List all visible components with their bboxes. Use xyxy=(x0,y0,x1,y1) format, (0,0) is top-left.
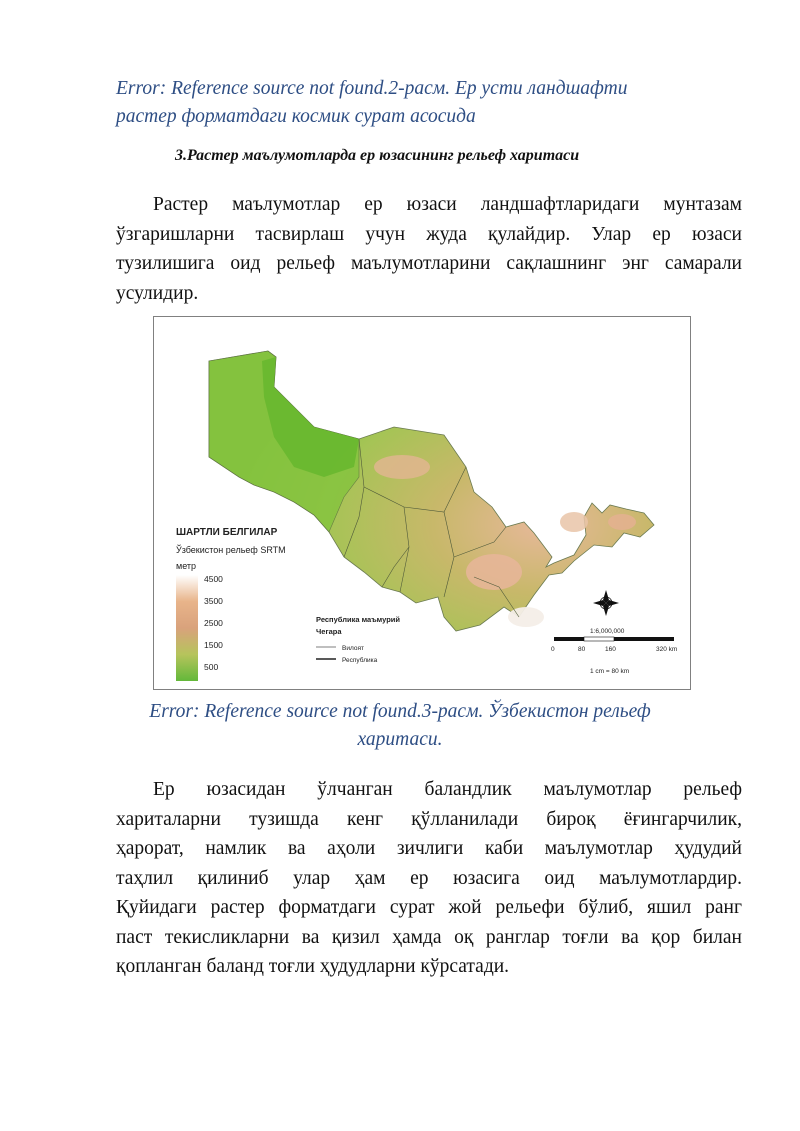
paragraph-line: таҳлил қилиниб улар ҳам ер юзасига оид маълумотлардир. xyxy=(116,867,742,889)
legend-title: ШАРТЛИ БЕЛГИЛАР xyxy=(176,527,278,538)
caption-error-text: Error: Reference source not found. xyxy=(116,78,389,99)
paragraph-line: хариталарни тузишда кенг қўлланилади бироқ ёғингарчилик, xyxy=(116,808,742,830)
caption-error-text: Error: Reference source not found. xyxy=(149,701,422,722)
caption-text: 2-расм. Ер усти ландшафти xyxy=(388,78,628,99)
section-heading: 3.Растер маълумотларда ер юзасининг рельеф харитаси xyxy=(175,147,580,164)
paragraph-line: Растер маълумотлар ер юзаси ландшафтларидаги мунтазам xyxy=(153,194,742,215)
scale-tick: 80 xyxy=(578,646,586,653)
legend-gradient-bar xyxy=(176,575,198,681)
scale-ratio: 1:6,000,000 xyxy=(590,628,625,635)
scale-tick: 160 xyxy=(605,646,616,653)
figure-caption-2 xyxy=(116,75,716,131)
caption-line xyxy=(116,698,684,726)
paragraph-1 xyxy=(116,190,742,308)
boundary-legend-item: Республика xyxy=(342,657,378,664)
legend-value: 2500 xyxy=(204,618,223,628)
paragraph-2 xyxy=(116,775,742,982)
paragraph-line: тузилишига оид рельеф маълумотларини сақлашнинг энг самарали xyxy=(116,253,742,274)
legend-value: 1500 xyxy=(204,640,223,650)
caption-line xyxy=(116,75,716,103)
legend-value: 4500 xyxy=(204,574,223,584)
paragraph-line: Ер юзасидан ўлчанган баландлик маълумотлар рельеф xyxy=(153,779,742,800)
paragraph-line: паст текисликларни ва қизил ҳамда оқ ранглар тоғли ва қор билан xyxy=(116,926,742,948)
legend-value: 3500 xyxy=(204,596,223,606)
caption-line: растер форматдаги космик сурат асосида xyxy=(116,106,476,127)
boundary-legend-subtitle: Чегара xyxy=(316,627,342,636)
scale-note: 1 cm = 80 km xyxy=(590,668,630,675)
scale-bar xyxy=(554,637,674,641)
caption-line: харитаси. xyxy=(357,729,443,750)
relief-map xyxy=(154,317,690,689)
scale-tick: 0 xyxy=(551,646,555,653)
paragraph-line: ҳарорат, намлик ва аҳоли зичлиги каби маълумотлар ҳудудий xyxy=(116,838,742,859)
paragraph-line: усулидир. xyxy=(116,282,199,304)
boundary-legend-title: Республика маъмурий xyxy=(316,615,401,624)
figure-caption-3 xyxy=(116,698,684,754)
legend-unit: метр xyxy=(176,561,197,571)
boundary-legend-item: Вилоят xyxy=(342,645,364,652)
paragraph-line: қопланган баланд тоғли ҳудудларни кўрсатади. xyxy=(116,956,510,977)
relief-map-figure xyxy=(153,316,691,690)
paragraph-line: ўзгаришларни тасвирлаш учун жуда қулайдир. Улар ер юзаси xyxy=(116,223,742,245)
compass-rose-icon xyxy=(593,590,619,616)
legend-value: 500 xyxy=(204,662,219,672)
paragraph-line: Қуйидаги растер форматдаги сурат жой рельефи бўлиб, яшил ранг xyxy=(116,897,742,918)
legend-subtitle: Ўзбекистон рельеф SRTM xyxy=(176,545,286,555)
scale-tick: 320 km xyxy=(656,646,678,653)
caption-text: 3-расм. Ўзбекистон рельеф xyxy=(421,701,651,722)
